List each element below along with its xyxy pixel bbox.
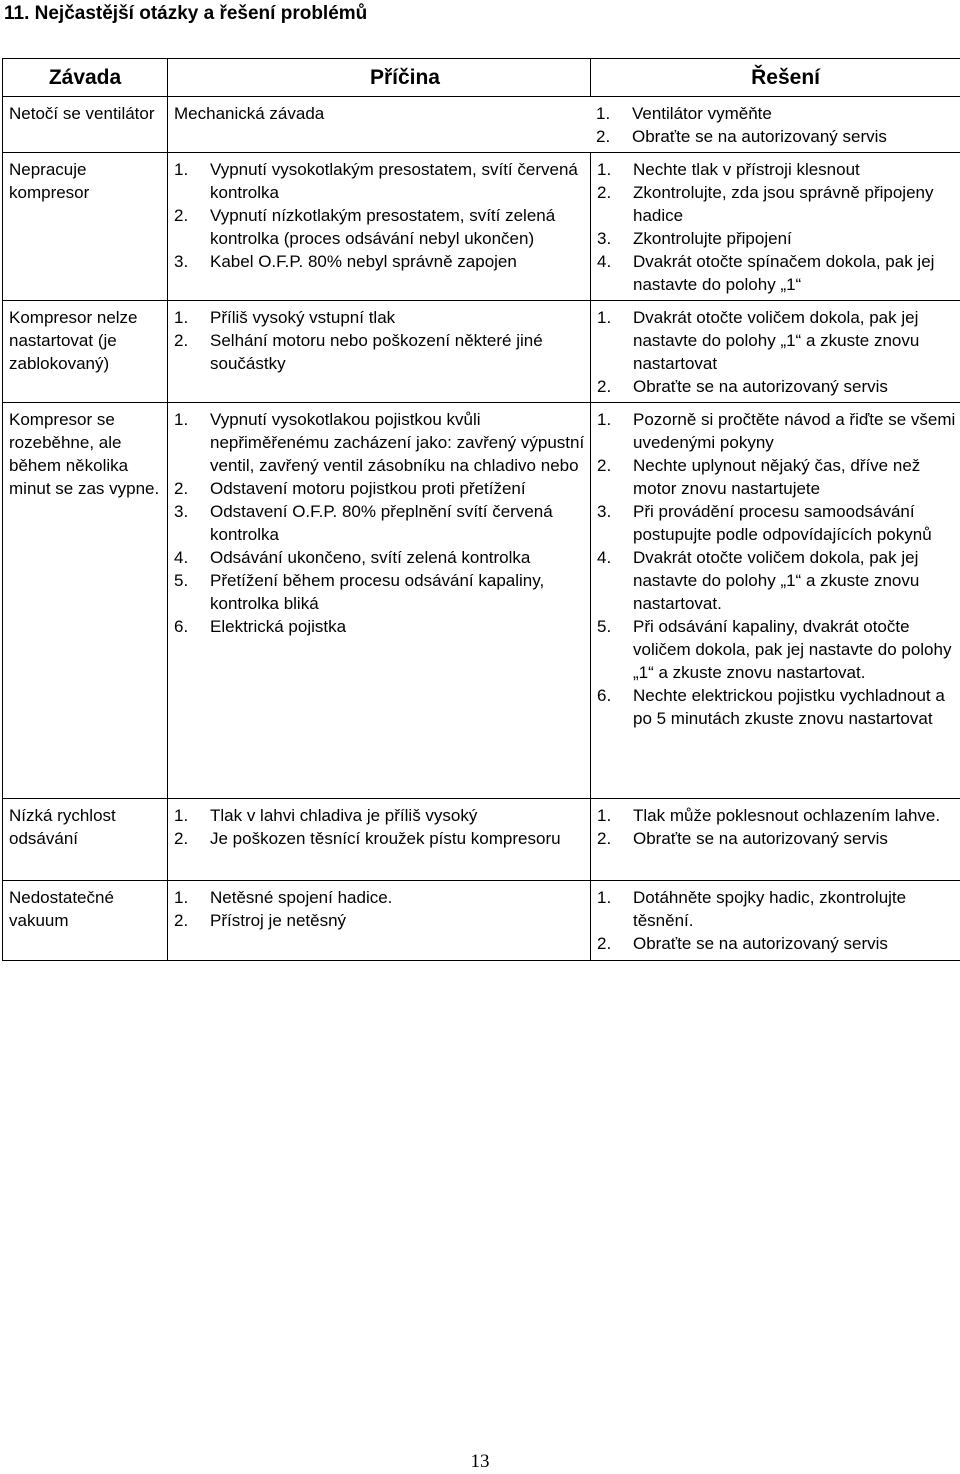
cause-number: 6. <box>174 617 189 636</box>
solution-cell <box>591 301 960 403</box>
cause-item <box>174 250 586 273</box>
solution-number: 1. <box>597 308 612 327</box>
solution-cell <box>591 403 960 799</box>
solution-number: 4. <box>597 548 612 567</box>
cause-list <box>174 804 586 850</box>
fault-text: Nepracuje kompresor <box>9 160 90 202</box>
table-row <box>3 97 960 153</box>
solution-list <box>597 158 956 296</box>
fault-cell <box>3 153 168 301</box>
cause-cell <box>168 403 591 799</box>
solution-item <box>597 454 956 500</box>
table-row <box>3 403 960 799</box>
troubleshooting-table <box>2 58 960 961</box>
cause-number: 2. <box>174 911 189 930</box>
solution-item <box>596 125 956 148</box>
cause-cell <box>168 799 591 881</box>
solution-list <box>597 408 956 730</box>
cause-item <box>174 500 586 546</box>
solution-number: 4. <box>597 252 612 271</box>
solution-number: 5. <box>597 617 612 636</box>
solution-text: Nechte elektrickou pojistku vychladnout a po 5 minutách zkuste znovu nastartovat <box>633 686 945 728</box>
cause-item <box>174 546 586 569</box>
solution-text: Při provádění procesu samoodsávání postupujte podle odpovídajících pokynů <box>633 502 932 544</box>
cause-number: 2. <box>174 829 189 848</box>
cause-number: 2. <box>174 206 189 225</box>
solution-cell <box>591 799 960 881</box>
cause-number: 2. <box>174 331 189 350</box>
solution-list <box>597 886 956 955</box>
cause-list <box>174 886 586 932</box>
cause-text: Je poškozen těsnící kroužek pístu kompresoru <box>210 829 561 848</box>
fault-text: Kompresor se rozeběhne, ale během několika minut se zas vypne. <box>9 410 160 498</box>
cause-number: 3. <box>174 502 189 521</box>
cause-text: Vypnutí vysokotlakým presostatem, svítí červená kontrolka <box>210 160 578 202</box>
solution-number: 2. <box>597 934 612 953</box>
fault-cell <box>3 97 168 153</box>
table-row <box>3 799 960 881</box>
solution-number: 3. <box>597 502 612 521</box>
cause-text: Netěsné spojení hadice. <box>210 888 393 907</box>
solution-list <box>597 804 956 850</box>
solution-text: Dvakrát otočte voličem dokola, pak jej nastavte do polohy „1“ a zkuste znovu nastartovat <box>633 308 920 373</box>
fault-cell <box>3 403 168 799</box>
solution-item <box>597 408 956 454</box>
solution-item <box>597 886 956 932</box>
cause-text: Vypnutí vysokotlakou pojistkou kvůli nepřiměřenému zacházení jako: zavřený výpustní ventil, zavřený ventil zásobníku na chladivo nebo <box>210 410 585 475</box>
solution-item <box>597 375 956 398</box>
solution-text: Tlak může poklesnout ochlazením lahve. <box>633 806 941 825</box>
solution-item <box>597 181 956 227</box>
cause-number: 1. <box>174 806 189 825</box>
solution-list <box>597 306 956 398</box>
cause-text: Mechanická závada <box>174 104 325 123</box>
table-row <box>3 301 960 403</box>
fault-cell <box>3 301 168 403</box>
fault-text: Netočí se ventilátor <box>9 104 155 123</box>
solution-text: Dvakrát otočte spínačem dokola, pak jej nastavte do polohy „1“ <box>633 252 935 294</box>
table-row <box>3 881 960 961</box>
header-solution: Řešení <box>591 59 960 97</box>
cause-text: Přístroj je netěsný <box>210 911 347 930</box>
cause-item <box>174 569 586 615</box>
solution-number: 2. <box>596 127 611 146</box>
cause-number: 1. <box>174 160 189 179</box>
header-cause: Příčina <box>168 59 591 97</box>
solution-item <box>597 932 956 955</box>
cause-item <box>174 615 586 638</box>
solution-list <box>596 102 956 148</box>
solution-item <box>597 500 956 546</box>
solution-item <box>597 684 956 730</box>
solution-item <box>597 227 956 250</box>
cause-text: Odstavení motoru pojistkou proti přetížení <box>210 479 526 498</box>
cause-number: 2. <box>174 479 189 498</box>
solution-number: 1. <box>597 888 612 907</box>
solution-cell <box>591 153 960 301</box>
solution-item <box>597 827 956 850</box>
solution-text: Nechte uplynout nějaký čas, dříve než motor znovu nastartujete <box>633 456 921 498</box>
solution-number: 1. <box>596 104 611 123</box>
cause-text: Příliš vysoký vstupní tlak <box>210 308 396 327</box>
solution-text: Zkontrolujte připojení <box>633 229 792 248</box>
cause-list <box>174 408 586 638</box>
solution-item <box>597 306 956 375</box>
cause-item <box>174 886 586 909</box>
cause-number: 1. <box>174 410 189 429</box>
fault-text: Nedostatečné vakuum <box>9 888 114 930</box>
cause-text: Přetížení během procesu odsávání kapaliny, kontrolka bliká <box>210 571 545 613</box>
solution-item <box>597 250 956 296</box>
solution-number: 1. <box>597 806 612 825</box>
cause-item <box>174 827 586 850</box>
solution-item <box>596 102 956 125</box>
table-row <box>3 153 960 301</box>
solution-item <box>597 546 956 615</box>
cause-text: Odsávání ukončeno, svítí zelená kontrolka <box>210 548 531 567</box>
page-number: 13 <box>470 1451 490 1472</box>
cause-number: 4. <box>174 548 189 567</box>
solution-text: Nechte tlak v přístroji klesnout <box>633 160 860 179</box>
solution-number: 6. <box>597 686 612 705</box>
solution-number: 1. <box>597 410 612 429</box>
solution-number: 1. <box>597 160 612 179</box>
cause-item <box>174 909 586 932</box>
cause-text: Tlak v lahvi chladiva je příliš vysoký <box>210 806 478 825</box>
cause-cell <box>168 301 591 403</box>
solution-text: Obraťte se na autorizovaný servis <box>633 377 888 396</box>
solution-number: 2. <box>597 829 612 848</box>
cause-item <box>174 204 586 250</box>
fault-cell <box>3 881 168 961</box>
solution-item <box>597 615 956 684</box>
solution-text: Obraťte se na autorizovaný servis <box>632 127 887 146</box>
cause-list <box>174 158 586 273</box>
solution-text: Dotáhněte spojky hadic, zkontrolujte těsnění. <box>633 888 907 930</box>
cause-number: 1. <box>174 888 189 907</box>
cause-cell <box>168 153 591 301</box>
fault-text: Kompresor nelze nastartovat (je zablokovaný) <box>9 308 138 373</box>
cause-item <box>174 804 586 827</box>
cause-item <box>174 477 586 500</box>
cause-solution-cell <box>168 97 960 153</box>
section-heading: 11. Nejčastější otázky a řešení problémů <box>4 3 368 24</box>
solution-number: 3. <box>597 229 612 248</box>
solution-text: Ventilátor vyměňte <box>632 104 772 123</box>
solution-cell <box>591 881 960 961</box>
cause-text: Selhání motoru nebo poškození některé jiné součástky <box>210 331 543 373</box>
header-fault: Závada <box>3 59 168 97</box>
cause-cell <box>168 881 591 961</box>
solution-item <box>597 804 956 827</box>
solution-text: Při odsávání kapaliny, dvakrát otočte voličem dokola, pak jej nastavte do polohy „1“ a zkuste znovu nastartovat. <box>633 617 952 682</box>
solution-number: 2. <box>597 183 612 202</box>
cause-item <box>174 306 586 329</box>
cause-text: Vypnutí nízkotlakým presostatem, svítí zelená kontrolka (proces odsávání nebyl ukončen) <box>210 206 556 248</box>
cause-text: Elektrická pojistka <box>210 617 347 636</box>
solution-text: Obraťte se na autorizovaný servis <box>633 934 888 953</box>
solution-text: Pozorně si pročtěte návod a řiďte se všemi uvedenými pokyny <box>633 410 956 452</box>
cause-text: Odstavení O.F.P. 80% přeplnění svítí červená kontrolka <box>210 502 553 544</box>
solution-item <box>597 158 956 181</box>
cause-item <box>174 329 586 375</box>
solution-number: 2. <box>597 456 612 475</box>
cause-text: Kabel O.F.P. 80% nebyl správně zapojen <box>210 252 517 271</box>
cause-list <box>174 306 586 375</box>
fault-text: Nízká rychlost odsávání <box>9 806 116 848</box>
cause-number: 5. <box>174 571 189 590</box>
table-header-row <box>3 59 960 97</box>
fault-cell <box>3 799 168 881</box>
cause-item <box>174 158 586 204</box>
solution-text: Zkontrolujte, zda jsou správně připojeny hadice <box>633 183 934 225</box>
solution-text: Dvakrát otočte voličem dokola, pak jej nastavte do polohy „1“ a zkuste znovu nastartovat. <box>633 548 920 613</box>
cause-number: 3. <box>174 252 189 271</box>
cause-number: 1. <box>174 308 189 327</box>
solution-text: Obraťte se na autorizovaný servis <box>633 829 888 848</box>
solution-number: 2. <box>597 377 612 396</box>
cause-item <box>174 408 586 477</box>
